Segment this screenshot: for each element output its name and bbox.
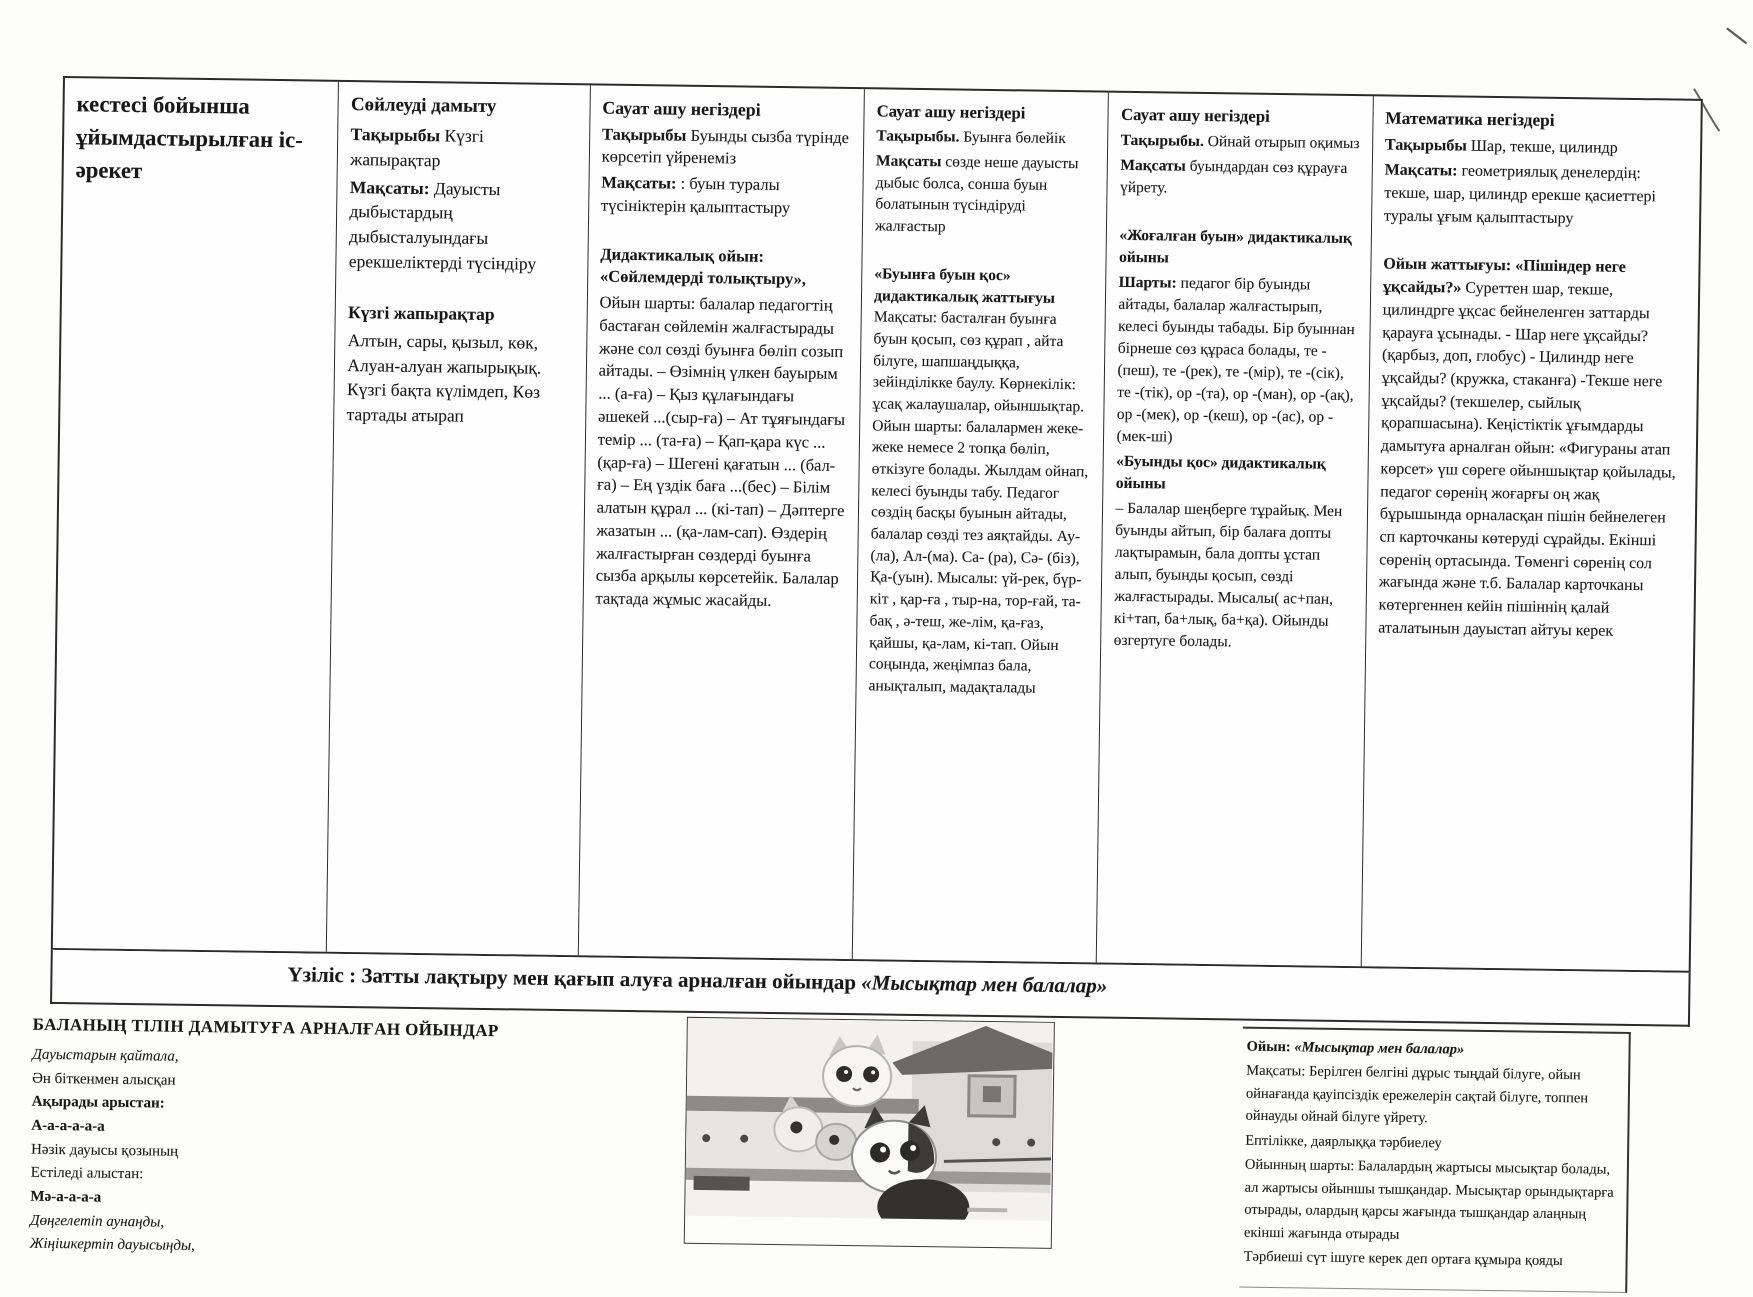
table-cell-literacy-syllable-scheme xyxy=(578,85,864,959)
cats-illustration xyxy=(685,1018,1053,1221)
text-block: – Балалар шеңберге тұрайық. Мен буынды айтып, бір балаға допты лақтырамын, бала допты ұстап алып, буынды қосып, сөзді жалғастырады. Мысалы( ас+пан, кі+тап, ба+лық, ба+қа). Ойынды өзгертуге болады. xyxy=(1113,499,1343,651)
text-block: «Жоғалған буын» дидактикалық ойыны xyxy=(1118,226,1353,267)
text-block: Ән біткенмен алысқан xyxy=(31,1070,176,1089)
text-block: Нәзік дауысы қозының xyxy=(30,1141,179,1160)
text-block: Дауыстарын қайтала, xyxy=(32,1046,179,1065)
text-block: Мә-а-а-а-а xyxy=(30,1188,102,1206)
text-block: Шарты: педагог бір буынды айтады, балалар жалғастырып, келесі буынды табады. Бір буыннан бірнеше сөз құраса болады, те -(пеш), те -(рек), те -(мір), те -(сік), те -(тік), ор -(та), ор -(ман), ор -(ақ), ор -(мек), ор -(кеш), ор -(ас), ор -(мек-ші) xyxy=(1116,273,1355,446)
text-block: Дөңгелетіп аунаңды, xyxy=(29,1212,165,1231)
text-block: Мақсаты: : буын туралы түсініктерін қалыптастыру xyxy=(600,172,791,218)
table-cell-literacy-syllable-split xyxy=(853,89,1110,962)
text-block: Мақсаты: геометриялық денелердің: текше, шар, цилиндр ерекше қасиеттері туралы ұғым қалыптастыру xyxy=(1383,161,1657,227)
text-block: Мақсаты сөзде неше дауысты дыбыс болса, сонша буын болатынын түсіндіруді жалғастыр xyxy=(874,152,1079,236)
text-block: Жіңішкертіп дауысыңды, xyxy=(29,1236,195,1255)
child-speech-games-block xyxy=(30,1012,633,1265)
table-cell-mathematics xyxy=(1362,96,1701,970)
text-block: А-а-а-а-а-а xyxy=(31,1117,105,1135)
text-block: «Буынды қос» дидактикалық ойыны xyxy=(1115,452,1326,493)
text-block: Сөйлеуді дамыту xyxy=(350,94,497,118)
table-cell-literacy-reading-play xyxy=(1097,93,1373,967)
text-block: Дидактикалық ойын: «Сөйлемдерді толықтыру», xyxy=(599,244,807,289)
text-block: Ойын шарты: балалар педагогтің бастаған сөйлемін жалғастырады және сол сөзді буынға бөліп созып айтады. – Өзімнің үлкен бауырым ... (а-ға) – Қыз құлағындағы әшекей ...(сыр-ға) – Ат тұяғындағы темір ... (та-ға) – Қап-қара күс ... (қар-ға) – Шегені қағатын ... (бал-ға) – Ең үздік баға ...(бес) – Білім алатын құрал ... (кі-тап) – Дәптерге жазатын ... (қа-лам-сап). Өздерің жалғастырған сөздерді буынға сызба арқылы көрсетейік. Балалар тақтада жұмыс жасайды. xyxy=(595,292,846,611)
text-block: Сауат ашу негіздері xyxy=(1120,104,1270,126)
text-block: Күзгі жапырақтар xyxy=(347,301,495,324)
text-block: «Буынға буын қос» дидактикалық жаттығуы Мақсаты: басталған буынға буын қосып, сөз құрап , айта білуге, шапшаңдыққа, зейінділікке баулу. Көрнекілік: ұсақ жалаушалар, ойыншықтар. Ойын шарты: балалармен жеке-жеке немесе 2 топқа бөліп, өткізуге болады. Жылдам ойнап, келесі буынды табу. Педагог сөздің басқы буынын айтады, балалар сөзді тез аяқтайды. Ау- (ла), Ал-(ма). Са- (ра), Сә- (біз), Қа-(уын). Мысалы: үй-рек, бүр-кіт , қар-ға , тыр-на, тор-ғай, та-бақ , ә-теш, же-лім, қа-ғаз, қайшы, қа-лам, кі-тап. Ойын соңында, жеңімпаз бала, анықталып, мадақталады xyxy=(868,265,1089,697)
text-block: Ойын жаттығуы: «Пішіндер неге ұқсайды?» Суреттен шар, текше, цилиндрге ұқсас бейнеленген заттарды қарауға ұсынады. - Шар неге ұқсайды? (қарбыз, доп, глобус) - Цилиндр неге ұқсайды? (кружка, стаканға) -Текше неге ұқсайды? (текшелер, сыйлық қорапшасына). Кеңістіктік ұғымдарды дамытуға арналған ойын: «Фигураны атап көрсет» үш сөреге ойыншықтар қойылады, педагог сөренің жоғарғы оң жақ бұрышында орналасқан пішін бейнелеген сп карточканы көтеруді сұрайды. Екінші сөренің ортасында. Төменгі сөренің сол жағында және т.б. Балалар карточканы көтергеннен кейін пішіннің қалай аталатынын дауыстап айтуы керек xyxy=(1378,255,1676,640)
text-block: БАЛАНЫҢ ТІЛІН ДАМЫТУҒА АРНАЛҒАН ОЙЫНДАР xyxy=(32,1014,499,1041)
cats-image-box xyxy=(684,1017,1055,1249)
text-block: Мақсаты: Берілген белгіні дұрыс тыңдай білуге, ойын ойнағанда қауіпсіздік ережелерін сақтай білуге, топпен ойнауды ойнай білуге үйрету. xyxy=(1245,1063,1589,1127)
text-block: Ойын: «Мысықтар мен балалар» xyxy=(1246,1038,1465,1058)
text-block: Алтын, сары, қызыл, көк, Алуан-алуан жапырықық. Күзгі бақта күлімдеп, Көз тартады атырап xyxy=(346,329,542,426)
text-block: Тақырыбы Күзгі жапырақтар xyxy=(350,123,484,170)
text-block: Үзіліс : Затты лақтыру мен қағып алуға арналған ойындар «Мысықтар мен балалар» xyxy=(287,962,1108,998)
cats-game-description-block xyxy=(1239,1027,1631,1293)
table-cell-organized-activity xyxy=(53,78,339,952)
text-block: Мақсаты: Дауысты дыбыстардың дыбысталуындағы ерекшеліктерді түсіндіру xyxy=(348,176,537,274)
text-block: кестесі бойынша ұйымдастырылған іс-әрекет xyxy=(75,91,303,183)
text-block: Тақырыбы. Ойнай отырып оқимыз xyxy=(1120,131,1360,152)
lesson-plan-table xyxy=(51,76,1703,973)
text-block: Ақырады арыстан: xyxy=(31,1093,165,1112)
text-block: Тақырыбы. Буынға бөлейік xyxy=(876,127,1066,148)
text-block: Тәрбиеші сүт ішуге керек деп ортаға құмыра қояды xyxy=(1243,1248,1563,1270)
text-block: Сауат ашу негіздері xyxy=(876,101,1026,123)
text-block: Ойынның шарты: Балалардың жартысы мысықтар болады, ал жартысы ойыншы тышқандар. Мысықтар орындықтарға отырады, олардың қарсы жағында тышқандар алаңның екінші жағында отырады xyxy=(1243,1156,1614,1243)
text-block: Математика негіздері xyxy=(1385,108,1555,130)
text-block: Тақырыбы Шар, текше, цилиндр xyxy=(1384,135,1618,157)
text-block: Естіледі алыстан: xyxy=(30,1164,144,1183)
table-cell-speech-development xyxy=(327,82,591,955)
text-block: Ептілікке, даярлыққа тәрбиелеу xyxy=(1245,1132,1442,1152)
text-block: Сауат ашу негіздері xyxy=(602,97,761,120)
text-block: Мақсаты буындардан сөз құрауға үйрету. xyxy=(1119,156,1348,197)
text-block: Тақырыбы Буынды сызба түрінде көрсетіп үйренеміз xyxy=(601,124,850,168)
